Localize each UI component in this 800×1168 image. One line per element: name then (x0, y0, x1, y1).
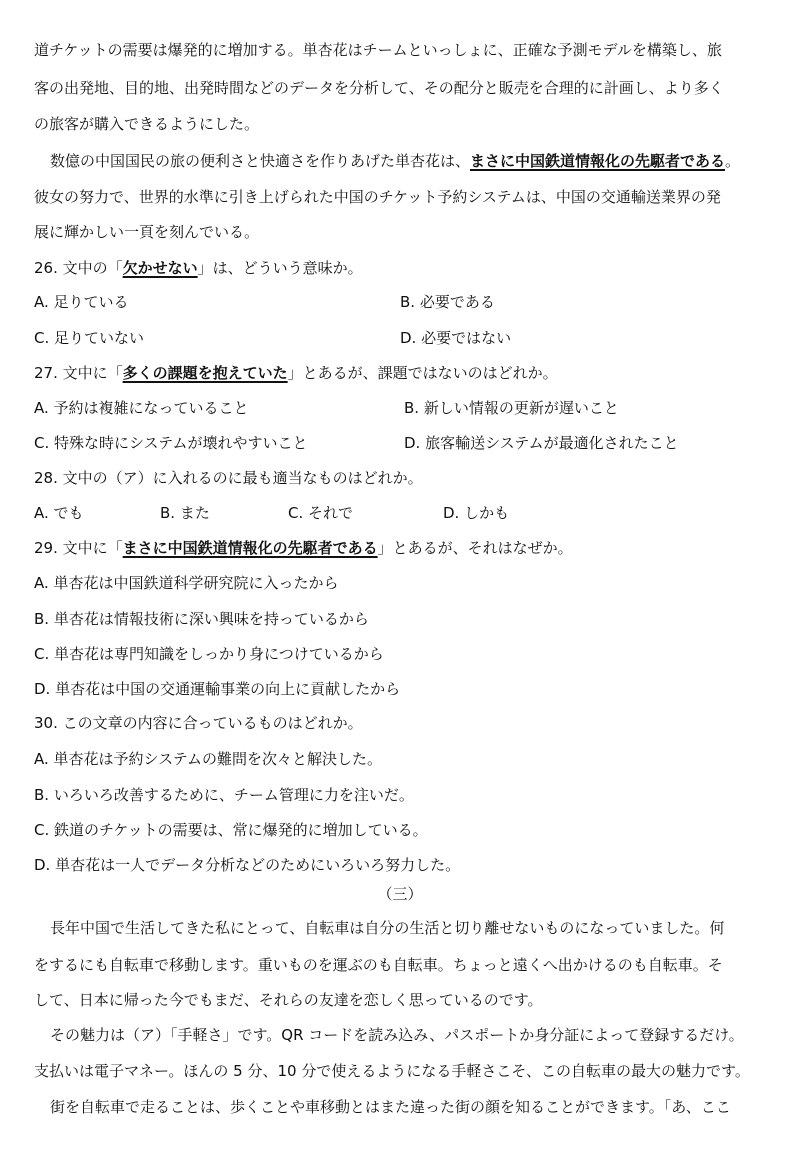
underlined-phrase: まさに中国鉄道情報化の先駆者である (470, 152, 726, 170)
question-28: 28. 文中の（ア）に入れるのに最も適当なものはどれか。 (34, 469, 423, 487)
option-c: C. 足りていない (34, 329, 145, 347)
paragraph-line: 展に輝かしい一頁を刻んでいる。 (34, 223, 260, 241)
question-text: 」は、どういう意味か。 (197, 259, 363, 277)
text-span: 数億の中国国民の旅の便利さと快適さを作りあげた単杏花は、 (50, 152, 471, 170)
question-text: 」とあるが、課題ではないのはどれか。 (287, 364, 558, 382)
option-c: C. 特殊な時にシステムが壊れやすいこと (34, 434, 308, 452)
section-heading: （三） (377, 885, 423, 903)
paragraph-line (50, 151, 740, 171)
question-text: 」とあるが、それはなぜか。 (377, 539, 573, 557)
option-d: D. 旅客輸送システムが最適化されたこと (404, 434, 679, 452)
paragraph-line: して、日本に帰った今でもまだ、それらの友達を恋しく思っているのです。 (34, 991, 543, 1009)
paragraph-line: 長年中国で生活してきた私にとって、自転車は自分の生活と切り離せないものになっていました。何 (50, 919, 725, 937)
option-c: C. 鉄道のチケットの需要は、常に爆発的に増加している。 (34, 821, 428, 839)
option-c: C. それで (288, 504, 354, 522)
paragraph-line: の旅客が購入できるようにした。 (34, 115, 260, 133)
option-b: B. 必要である (400, 293, 495, 311)
option-d: D. 単杏花は一人でデータ分析などのためにいろいろ努力した。 (34, 856, 461, 874)
question-text: 29. 文中に「 (34, 539, 123, 557)
option-a: A. 足りている (34, 293, 129, 311)
question-26 (34, 258, 363, 278)
paragraph-line: 彼女の努力で、世界的水準に引き上げられた中国のチケット予約システムは、中国の交通輸送業界の発 (34, 188, 721, 206)
underlined-phrase: 多くの課題を抱えていた (122, 364, 288, 382)
option-d: D. 必要ではない (400, 329, 512, 347)
paragraph-line: をするにも自転車で移動します。重いものを運ぶのも自転車。ちょっと遠くへ出かけるのも自転車。そ (34, 956, 723, 974)
question-text: 26. 文中の「 (34, 259, 123, 277)
option-a: A. でも (34, 504, 84, 522)
option-a: A. 単杏花は中国鉄道科学研究院に入ったから (34, 574, 339, 592)
question-30: 30. この文章の内容に合っているものはどれか。 (34, 714, 363, 732)
paragraph-line: 道チケットの需要は爆発的に増加する。単杏花はチームといっしょに、正確な予測モデルを構築し、旅 (34, 41, 722, 59)
option-b: B. 単杏花は情報技術に深い興味を持っているから (34, 610, 369, 628)
underlined-phrase: 欠かせない (122, 259, 198, 277)
underlined-phrase: まさに中国鉄道情報化の先駆者である (122, 539, 378, 557)
paragraph-line: 支払いは電子マネー。ほんの 5 分、10 分で使えるようになる手軽さこそ、この自転車の最大の魅力です。 (34, 1062, 750, 1080)
option-b: B. また (160, 504, 210, 522)
paragraph-line: 客の出発地、目的地、出発時間などのデータを分析して、その配分と販売を合理的に計画し、より多く (34, 79, 724, 97)
paragraph-line: 街を自転車で走ることは、歩くことや車移動とはまた違った街の顔を知ることができます。「あ、ここ (50, 1098, 731, 1116)
option-a: A. 予約は複雑になっていること (34, 399, 249, 417)
question-text: 27. 文中に「 (34, 364, 123, 382)
option-d: D. 単杏花は中国の交通運輸事業の向上に貢献したから (34, 680, 401, 698)
option-a: A. 単杏花は予約システムの難問を次々と解決した。 (34, 750, 383, 768)
paragraph-line: その魅力は（ア）「手軽さ」です。QR コードを読み込み、パスポートか身分証によって登録するだけ。 (50, 1026, 744, 1044)
option-b: B. 新しい情報の更新が遅いこと (404, 399, 619, 417)
option-d: D. しかも (443, 504, 510, 522)
option-c: C. 単杏花は専門知識をしっかり身につけているから (34, 645, 384, 663)
text-span: 。 (725, 152, 741, 170)
question-27 (34, 363, 558, 383)
question-29 (34, 538, 573, 558)
option-b: B. いろいろ改善するために、チーム管理に力を注いだ。 (34, 786, 414, 804)
